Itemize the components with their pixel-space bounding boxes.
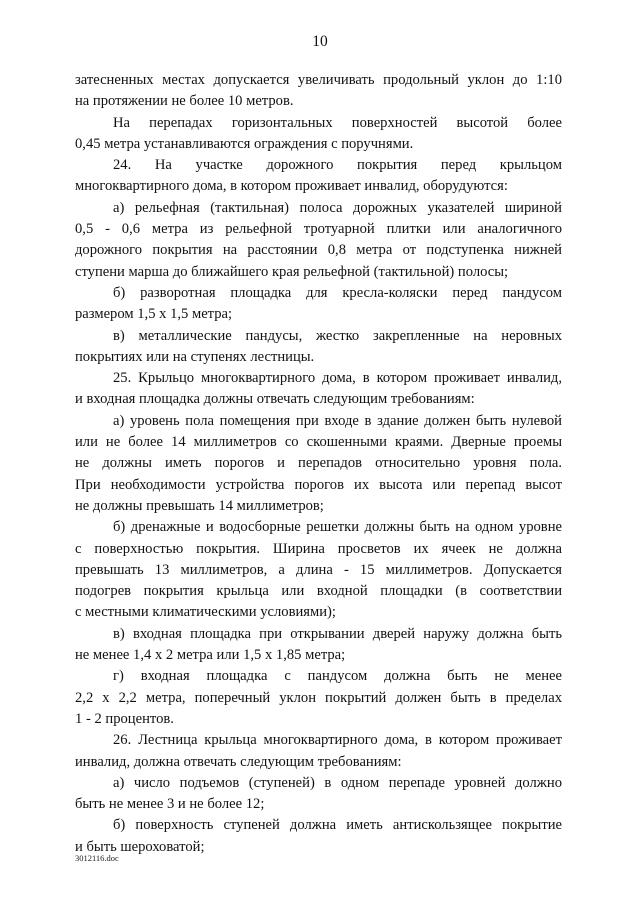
text-line: 2,2 х 2,2 метра, поперечный уклон покрытий должен быть в пределах bbox=[75, 689, 562, 706]
text-line: покрытиях или на ступенях лестницы. bbox=[75, 348, 315, 365]
text-line: ступени марша до ближайшего края рельефной (тактильной) полосы; bbox=[75, 263, 509, 280]
text-line: и входная площадка должны отвечать следующим требованиям: bbox=[75, 391, 475, 408]
text-line: При необходимости устройства порогов их высота или перепад высот bbox=[75, 476, 562, 493]
text-line: 24. На участке дорожного покрытия перед крыльцом bbox=[113, 157, 562, 174]
text-line: а) уровень пола помещения при входе в здание должен быть нулевой bbox=[113, 412, 562, 429]
text-line: быть не менее 3 и не более 12; bbox=[75, 796, 265, 813]
text-line: с местными климатическими условиями); bbox=[75, 604, 336, 621]
text-line: превышать 13 миллиметров, а длина - 15 миллиметров. Допускается bbox=[75, 561, 562, 578]
page-number: 10 bbox=[312, 33, 328, 50]
text-line: и быть шероховатой; bbox=[75, 838, 205, 855]
text-line: 25. Крыльцо многоквартирного дома, в котором проживает инвалид, bbox=[113, 370, 562, 387]
text-line: а) число подъемов (ступеней) в одном перепаде уровней должно bbox=[113, 774, 562, 791]
text-line: на протяжении не более 10 метров. bbox=[75, 93, 294, 110]
text-line: многоквартирного дома, в котором проживает инвалид, оборудуются: bbox=[75, 178, 508, 195]
text-line: г) входная площадка с пандусом должна быть не менее bbox=[113, 668, 562, 685]
text-line: в) металлические пандусы, жестко закрепленные на неровных bbox=[113, 327, 562, 344]
text-line: затесненных местах допускается увеличивать продольный уклон до 1:10 bbox=[75, 72, 562, 88]
text-line: инвалид, должна отвечать следующим требованиям: bbox=[75, 753, 402, 770]
text-line: б) поверхность ступеней должна иметь антискользящее покрытие bbox=[113, 817, 562, 834]
text-line: не должны иметь порогов и перепадов относительно уровня пола. bbox=[75, 455, 562, 472]
text-line: а) рельефная (тактильная) полоса дорожных указателей шириной bbox=[113, 199, 562, 216]
text-line: 0,5 - 0,6 метра из рельефной тротуарной плитки или аналогичного bbox=[75, 221, 562, 238]
text-line: не менее 1,4 х 2 метра или 1,5 х 1,85 метра; bbox=[75, 647, 346, 664]
text-line: 0,45 метра устанавливаются ограждения с поручнями. bbox=[75, 135, 414, 152]
text-line: или не более 14 миллиметров со скошенными краями. Дверные проемы bbox=[75, 434, 562, 451]
text-line: с поверхностью покрытия. Ширина просветов их ячеек не должна bbox=[75, 540, 562, 557]
text-line: На перепадах горизонтальных поверхностей высотой более bbox=[113, 114, 562, 131]
text-line: 26. Лестница крыльца многоквартирного дома, в котором проживает bbox=[113, 732, 562, 749]
text-line: б) разворотная площадка для кресла-коляски перед пандусом bbox=[113, 284, 562, 301]
text-line: не должны превышать 14 миллиметров; bbox=[75, 497, 324, 514]
document-body bbox=[75, 70, 562, 858]
text-line: размером 1,5 х 1,5 метра; bbox=[75, 306, 233, 323]
text-line: подогрев покрытия крыльца или входной площадки (в соответствии bbox=[75, 583, 562, 600]
text-line: б) дренажные и водосборные решетки должны быть на одном уровне bbox=[113, 519, 562, 536]
footer-file-code: 3012116.doc bbox=[75, 853, 119, 863]
text-line: 1 - 2 процентов. bbox=[75, 710, 174, 727]
text-line: дорожного покрытия на расстоянии 0,8 метра от подступенка нижней bbox=[75, 242, 562, 259]
text-line: в) входная площадка при открывании дверей наружу должна быть bbox=[113, 625, 562, 642]
